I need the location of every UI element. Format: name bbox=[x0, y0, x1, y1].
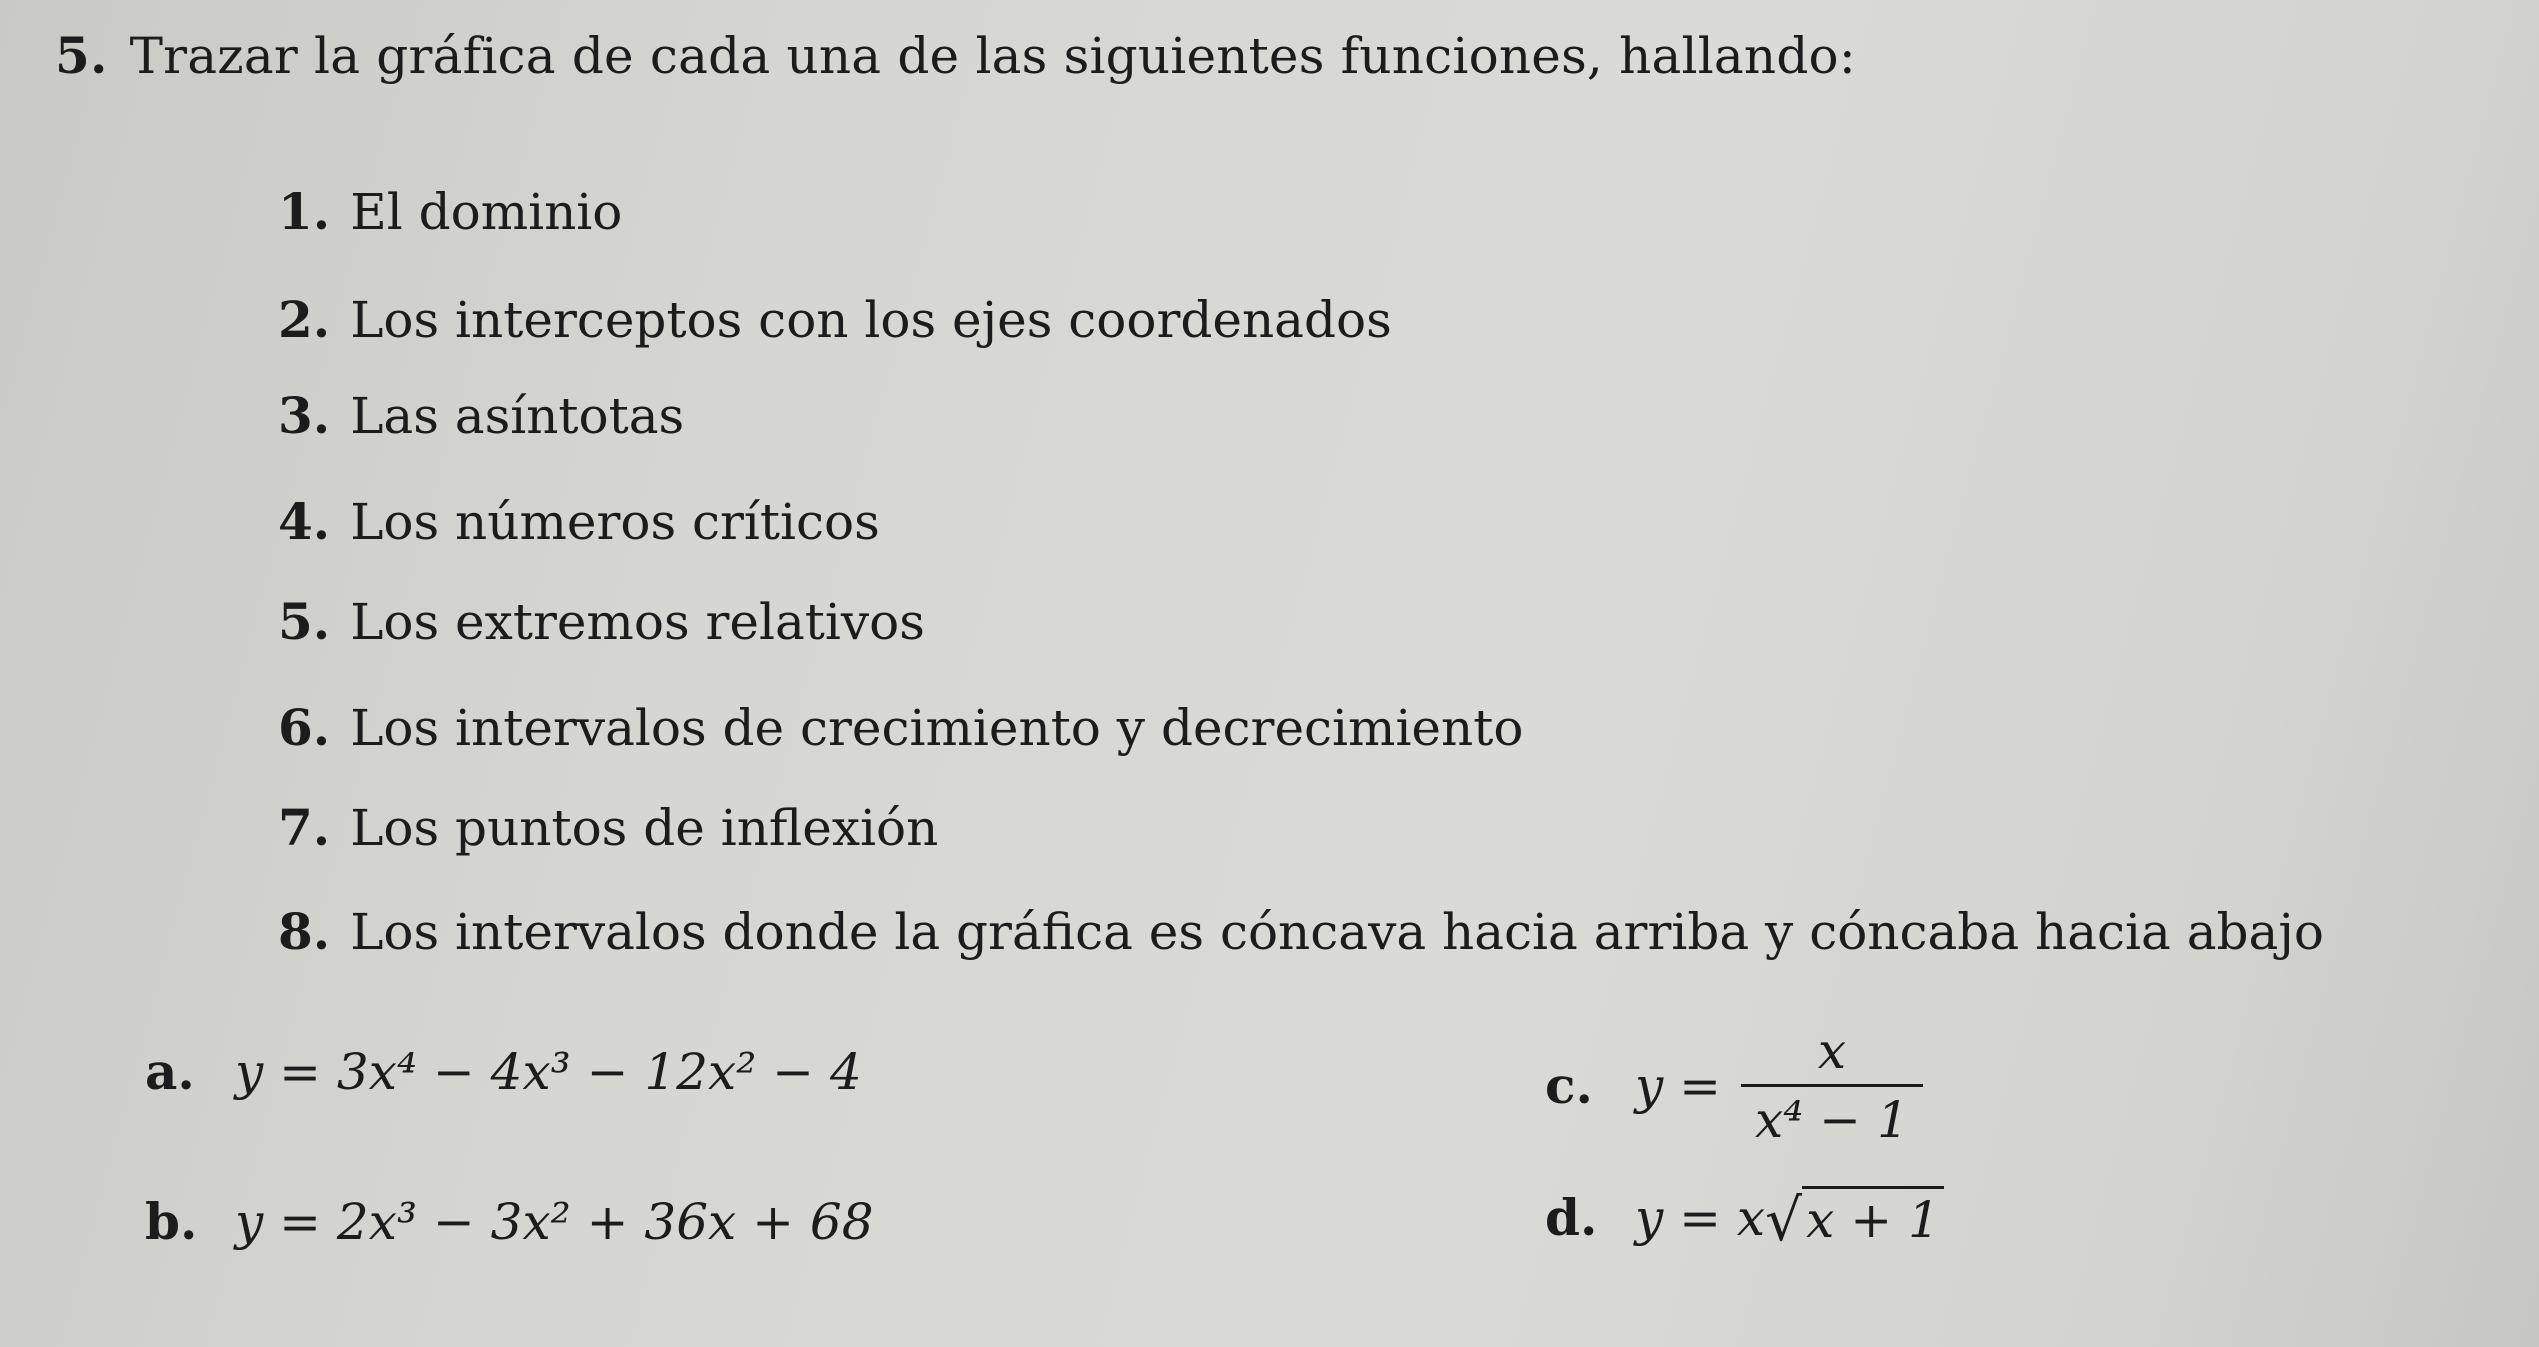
formula-lhs: y = x bbox=[1635, 1188, 1766, 1247]
requirement-number: 6. bbox=[278, 698, 331, 757]
requirement-text: Los intervalos de crecimiento y decrecimiento bbox=[350, 699, 1524, 757]
requirement-item-8 bbox=[278, 902, 2324, 961]
requirement-text: Las asíntotas bbox=[350, 387, 685, 445]
requirement-number: 4. bbox=[278, 492, 331, 551]
requirement-item-5 bbox=[278, 592, 925, 651]
function-label: d. bbox=[1545, 1188, 1598, 1247]
function-c bbox=[1545, 1022, 1923, 1149]
requirement-item-2 bbox=[278, 290, 1392, 349]
function-b bbox=[145, 1192, 874, 1251]
function-label: b. bbox=[145, 1192, 198, 1251]
requirement-item-4 bbox=[278, 492, 880, 551]
requirement-text: Los intervalos donde la gráfica es cóncava hacia arriba y cóncaba hacia abajo bbox=[350, 903, 2324, 961]
requirement-item-6 bbox=[278, 698, 1523, 757]
requirement-item-7 bbox=[278, 798, 938, 857]
requirement-number: 3. bbox=[278, 386, 331, 445]
square-root bbox=[1765, 1186, 1944, 1254]
fraction bbox=[1741, 1022, 1923, 1149]
radicand: x + 1 bbox=[1802, 1186, 1944, 1249]
function-formula: y = 2x³ − 3x² + 36x + 68 bbox=[235, 1192, 874, 1251]
problem-statement: Trazar la gráfica de cada una de las siguientes funciones, hallando: bbox=[129, 27, 1856, 85]
fraction-denominator: x⁴ − 1 bbox=[1755, 1091, 1909, 1149]
requirement-number: 8. bbox=[278, 902, 331, 961]
requirement-number: 1. bbox=[278, 182, 331, 241]
formula-lhs: y = bbox=[1635, 1056, 1722, 1115]
function-label: a. bbox=[145, 1042, 195, 1101]
function-a bbox=[145, 1042, 862, 1101]
function-formula bbox=[1635, 1186, 1944, 1254]
requirement-text: El dominio bbox=[350, 183, 623, 241]
function-d bbox=[1545, 1186, 1944, 1254]
requirement-number: 5. bbox=[278, 592, 331, 651]
requirement-item-3 bbox=[278, 386, 684, 445]
requirement-number: 7. bbox=[278, 798, 331, 857]
function-formula bbox=[1635, 1022, 1923, 1149]
problem-number: 5. bbox=[55, 26, 108, 85]
function-formula: y = 3x⁴ − 4x³ − 12x² − 4 bbox=[235, 1042, 862, 1101]
problem-title bbox=[55, 26, 1856, 85]
requirement-item-1 bbox=[278, 182, 622, 241]
requirement-number: 2. bbox=[278, 290, 331, 349]
requirement-text: Los puntos de inflexión bbox=[350, 799, 939, 857]
fraction-numerator: x bbox=[1817, 1022, 1847, 1080]
requirement-text: Los números críticos bbox=[350, 493, 880, 551]
requirement-text: Los interceptos con los ejes coordenados bbox=[350, 291, 1392, 349]
requirement-text: Los extremos relativos bbox=[350, 593, 925, 651]
function-label: c. bbox=[1545, 1056, 1593, 1115]
radical-sign-icon: √ bbox=[1765, 1186, 1803, 1254]
